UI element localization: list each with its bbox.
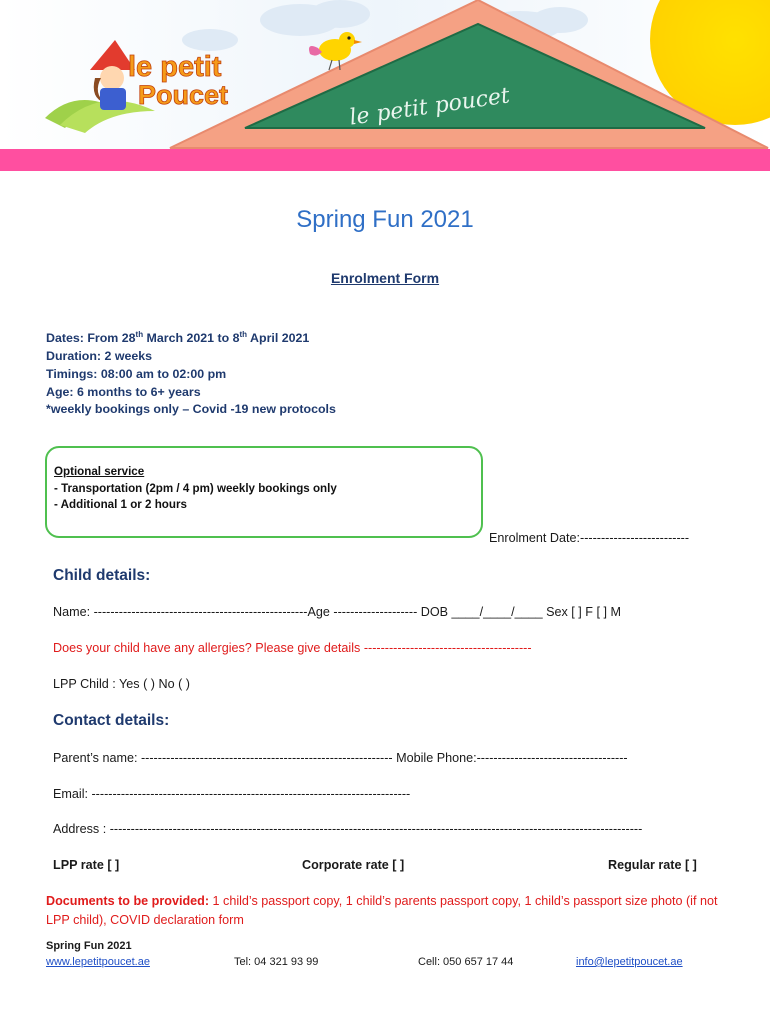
optional-item-hours: - Additional 1 or 2 hours	[54, 498, 187, 511]
footer-website-link[interactable]: www.lepetitpoucet.ae	[46, 956, 150, 968]
logo-text-bottom: Poucet	[138, 80, 229, 110]
child-name-age-dob-sex-field[interactable]: Name: ---------------------------------------------------Age -------------------- DOB ____/____/____ Sex [ ] F [ ] M	[53, 605, 621, 619]
footer-email-link[interactable]: info@lepetitpoucet.ae	[576, 956, 683, 968]
dates-line: Dates: From 28th March 2021 to 8th April 2021	[46, 330, 310, 346]
email-field[interactable]: Email: ----------------------------------------------------------------------------	[53, 787, 411, 801]
pink-band	[0, 149, 770, 171]
programme-info	[46, 326, 336, 419]
age-line: Age: 6 months to 6+ years	[46, 384, 201, 399]
contact-details-heading: Contact details:	[53, 712, 170, 729]
footer-tel: Tel: 04 321 93 99	[234, 956, 319, 968]
form-subtitle: Enrolment Form	[330, 270, 440, 286]
footer-title: Spring Fun 2021	[46, 940, 132, 952]
optional-service-text	[54, 464, 337, 514]
corporate-rate-checkbox[interactable]: Corporate rate [ ]	[302, 858, 405, 872]
header-banner	[0, 0, 770, 175]
lpp-rate-checkbox[interactable]: LPP rate [ ]	[53, 858, 120, 872]
duration-line: Duration: 2 weeks	[46, 348, 153, 363]
enrolment-date-field[interactable]: Enrolment Date:--------------------------	[489, 531, 690, 545]
address-field[interactable]: Address : -------------------------------------------------------------------------------------------------------------------------------	[53, 822, 643, 836]
documents-list: 1 child’s passport copy, 1 child’s parents passport copy, 1 child’s passport size photo (if not LPP child), COVID declaration form	[46, 894, 718, 927]
logo-text-top: le petit	[128, 51, 222, 83]
allergies-field[interactable]: Does your child have any allergies? Please give details ----------------------------------------	[53, 641, 532, 655]
optional-item-transport: - Transportation (2pm / 4 pm) weekly bookings only	[54, 481, 337, 495]
footer-cell: Cell: 050 657 17 44	[418, 956, 514, 968]
regular-rate-checkbox[interactable]: Regular rate [ ]	[608, 858, 697, 872]
booking-note: *weekly bookings only – Covid -19 new protocols	[46, 402, 336, 417]
board-text: le petit poucet	[347, 83, 512, 131]
parent-name-mobile-field[interactable]: Parent’s name: ------------------------------------------------------------ Mobile Phone:------------------------------------	[53, 751, 628, 765]
optional-service-heading: Optional service	[54, 465, 145, 478]
child-details-heading: Child details:	[53, 567, 151, 584]
timings-line: Timings: 08:00 am to 02:00 pm	[46, 366, 227, 381]
documents-label: Documents to be provided:	[46, 894, 210, 908]
lpp-child-field[interactable]: LPP Child : Yes ( ) No ( )	[53, 677, 190, 691]
page-title: Spring Fun 2021	[296, 206, 474, 233]
documents-required	[46, 892, 722, 930]
